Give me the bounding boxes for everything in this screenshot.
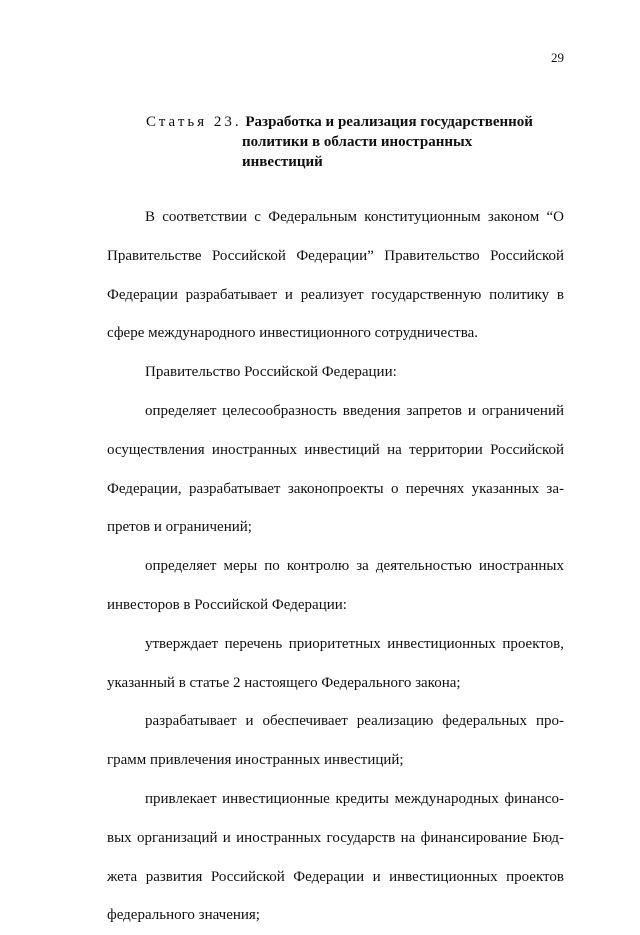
text-line: осуществления иностранных инвестиций на территории Российской: [107, 441, 564, 458]
text-line: Правительство Российской Федерации:: [145, 364, 397, 381]
text-line: Федерации разрабатывает и реализует государственную политику в: [107, 286, 564, 303]
text-line: инвесторов в Российской Федерации:: [107, 596, 347, 613]
text-line: грамм привлечения иностранных инвестиций;: [107, 752, 404, 769]
page-number: 29: [551, 50, 564, 65]
text-line: Федерации, разрабатывает законопроекты о перечнях указанных за-: [107, 480, 564, 497]
text-line: претов и ограничений;: [107, 519, 252, 536]
paragraph: [107, 702, 564, 780]
paragraph: [107, 353, 564, 392]
text-line: В соответствии с Федеральным конституционным законом “О: [145, 209, 564, 225]
paragraph: [107, 198, 564, 353]
article-title-line-1: Разработка и реализация государственной: [245, 114, 533, 130]
article-title-line-2: политики в области иностранных: [242, 134, 473, 150]
paragraph: [107, 392, 564, 547]
text-line: определяет меры по контролю за деятельностью иностранных: [145, 558, 564, 575]
paragraph: [107, 780, 564, 935]
text-line: определяет целесообразность введения запретов и ограничений: [145, 402, 564, 419]
text-line: разрабатывает и обеспечивает реализацию федеральных про-: [145, 713, 564, 730]
text-line: вых организаций и иностранных государств на финансирование Бюд-: [107, 829, 564, 846]
paragraph: [107, 547, 564, 625]
text-line: указанный в статье 2 настоящего Федерального закона;: [107, 674, 461, 691]
text-line: сфере международного инвестиционного сотрудничества.: [107, 325, 478, 342]
text-line: привлекает инвестиционные кредиты международных финансо-: [145, 790, 564, 807]
article-body: [107, 198, 564, 935]
text-line: Правительстве Российской Федерации” Правительство Российской: [107, 247, 564, 264]
article-title-line-3: инвестиций: [242, 154, 323, 170]
paragraph: [107, 625, 564, 703]
text-line: жета развития Российской Федерации и инвестиционных проектов: [107, 868, 564, 885]
article-heading: [146, 112, 586, 172]
article-label: Статья 23.: [146, 114, 242, 130]
text-line: утверждает перечень приоритетных инвестиционных проектов,: [145, 635, 564, 652]
text-line: федерального значения;: [107, 907, 260, 924]
